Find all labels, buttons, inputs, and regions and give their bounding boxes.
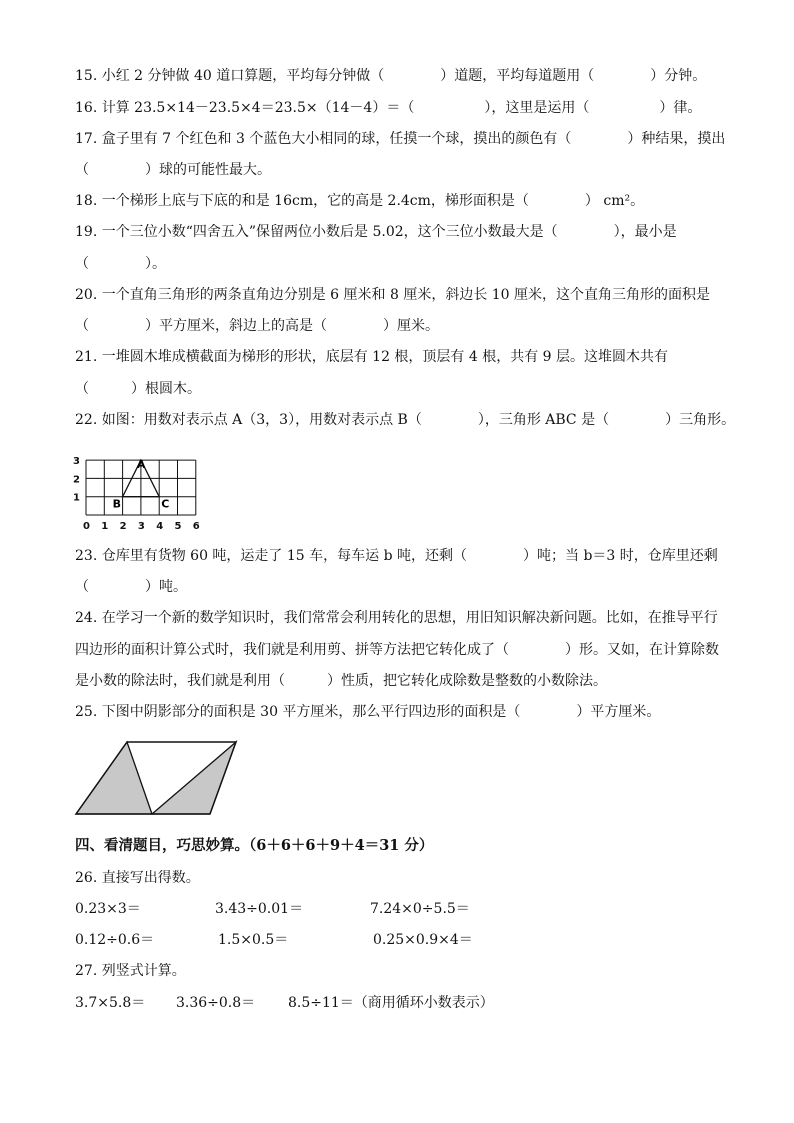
calc-item: 0.25×0.9×4＝ (373, 932, 473, 948)
question-19-cont: （ ）。 (75, 256, 166, 272)
x-tick-label: 1 (101, 521, 109, 532)
question-22: 22. 如图：用数对表示点 A（3，3），用数对表示点 B（ ），三角形 ABC 是（ ）三角形。 (75, 412, 736, 428)
question-20: 20. 一个直角三角形的两条直角边分别是 6 厘米和 8 厘米，斜边长 10 厘米，这个直角三角形的面积是 (75, 287, 711, 303)
x-tick-label: 0 (83, 521, 90, 532)
question-17: 17. 盒子里有 7 个红色和 3 个蓝色大小相同的球，任摸一个球，摸出的颜色有（ ）种结果，摸出 (75, 131, 726, 147)
section-4-title: 四、看清题目，巧思妙算。（6＋6＋6＋9＋4＝31 分） (75, 837, 434, 854)
question-18: 18. 一个梯形上底与下底的和是 16cm，它的高是 2.4cm，梯形面积是（ ） cm²。 (75, 193, 645, 209)
vertical-calc-item: 8.5÷11＝（商用循环小数表示） (288, 995, 494, 1011)
question-24: 24. 在学习一个新的数学知识时，我们常常会利用转化的思想，用旧知识解决新问题。比如，在推导平行 (75, 610, 718, 626)
question-21-cont: （ ）根圆木。 (75, 381, 201, 397)
calc-item: 7.24×0÷5.5＝ (370, 901, 470, 917)
question-26: 26. 直接写出得数。 (75, 870, 200, 886)
question-25: 25. 下图中阴影部分的面积是 30 平方厘米，那么平行四边形的面积是（ ）平方厘米。 (75, 704, 661, 720)
calc-item: 0.12÷0.6＝ (75, 932, 155, 948)
x-tick-label: 2 (119, 521, 127, 532)
shaded-triangle-left (76, 742, 152, 814)
question-24-cont2: 是小数的除法时，我们就是利用（ ）性质，把它转化成除数是整数的小数除法。 (75, 673, 607, 689)
question-23: 23. 仓库里有货物 60 吨，运走了 15 车，每车运 b 吨，还剩（ ）吨；当 b＝3 时，仓库里还剩 (75, 548, 718, 564)
point-b-label: B (112, 497, 121, 511)
y-tick-label: 1 (73, 492, 80, 504)
calc-item: 0.23×3＝ (75, 901, 141, 917)
calc-item: 3.43÷0.01＝ (215, 901, 304, 917)
question-27: 27. 列竖式计算。 (75, 963, 186, 979)
question-19: 19. 一个三位小数“四舍五入”保留两位小数后是 5.02，这个三位小数最大是（ ），最小是 (75, 224, 677, 240)
x-tick-label: 6 (192, 521, 200, 532)
vertical-calc-item: 3.7×5.8＝ (75, 995, 146, 1011)
question-15: 15. 小红 2 分钟做 40 道口算题，平均每分钟做（ ）道题，平均每道题用（ ）分钟。 (75, 68, 707, 84)
x-tick-label: 5 (174, 521, 182, 532)
y-tick-label: 2 (73, 474, 80, 486)
coordinate-grid-figure (70, 446, 210, 536)
x-tick-label: 4 (156, 521, 164, 532)
y-tick-label: 3 (73, 456, 80, 468)
calc-item: 1.5×0.5＝ (218, 932, 289, 948)
question-24-cont: 四边形的面积计算公式时，我们就是利用剪、拼等方法把它转化成了（ ）形。又如，在计算除数 (75, 642, 719, 658)
question-17-cont: （ ）球的可能性最大。 (75, 162, 271, 178)
question-20-cont: （ ）平方厘米，斜边上的高是（ ）厘米。 (75, 318, 439, 334)
question-23-cont: （ ）吨。 (75, 579, 187, 595)
question-21: 21. 一堆圆木堆成横截面为梯形的形状，底层有 12 根，顶层有 4 根，共有 9 层。这堆圆木共有 (75, 349, 669, 365)
parallelogram-figure (70, 736, 250, 820)
x-tick-label: 3 (137, 521, 145, 532)
vertical-calc-item: 3.36÷0.8＝ (176, 995, 256, 1011)
question-16: 16. 计算 23.5×14－23.5×4＝23.5×（14－4）＝（ ），这里是运用（ ）律。 (75, 100, 702, 116)
point-a-label: A (136, 458, 146, 472)
point-c-label: C (161, 497, 170, 511)
